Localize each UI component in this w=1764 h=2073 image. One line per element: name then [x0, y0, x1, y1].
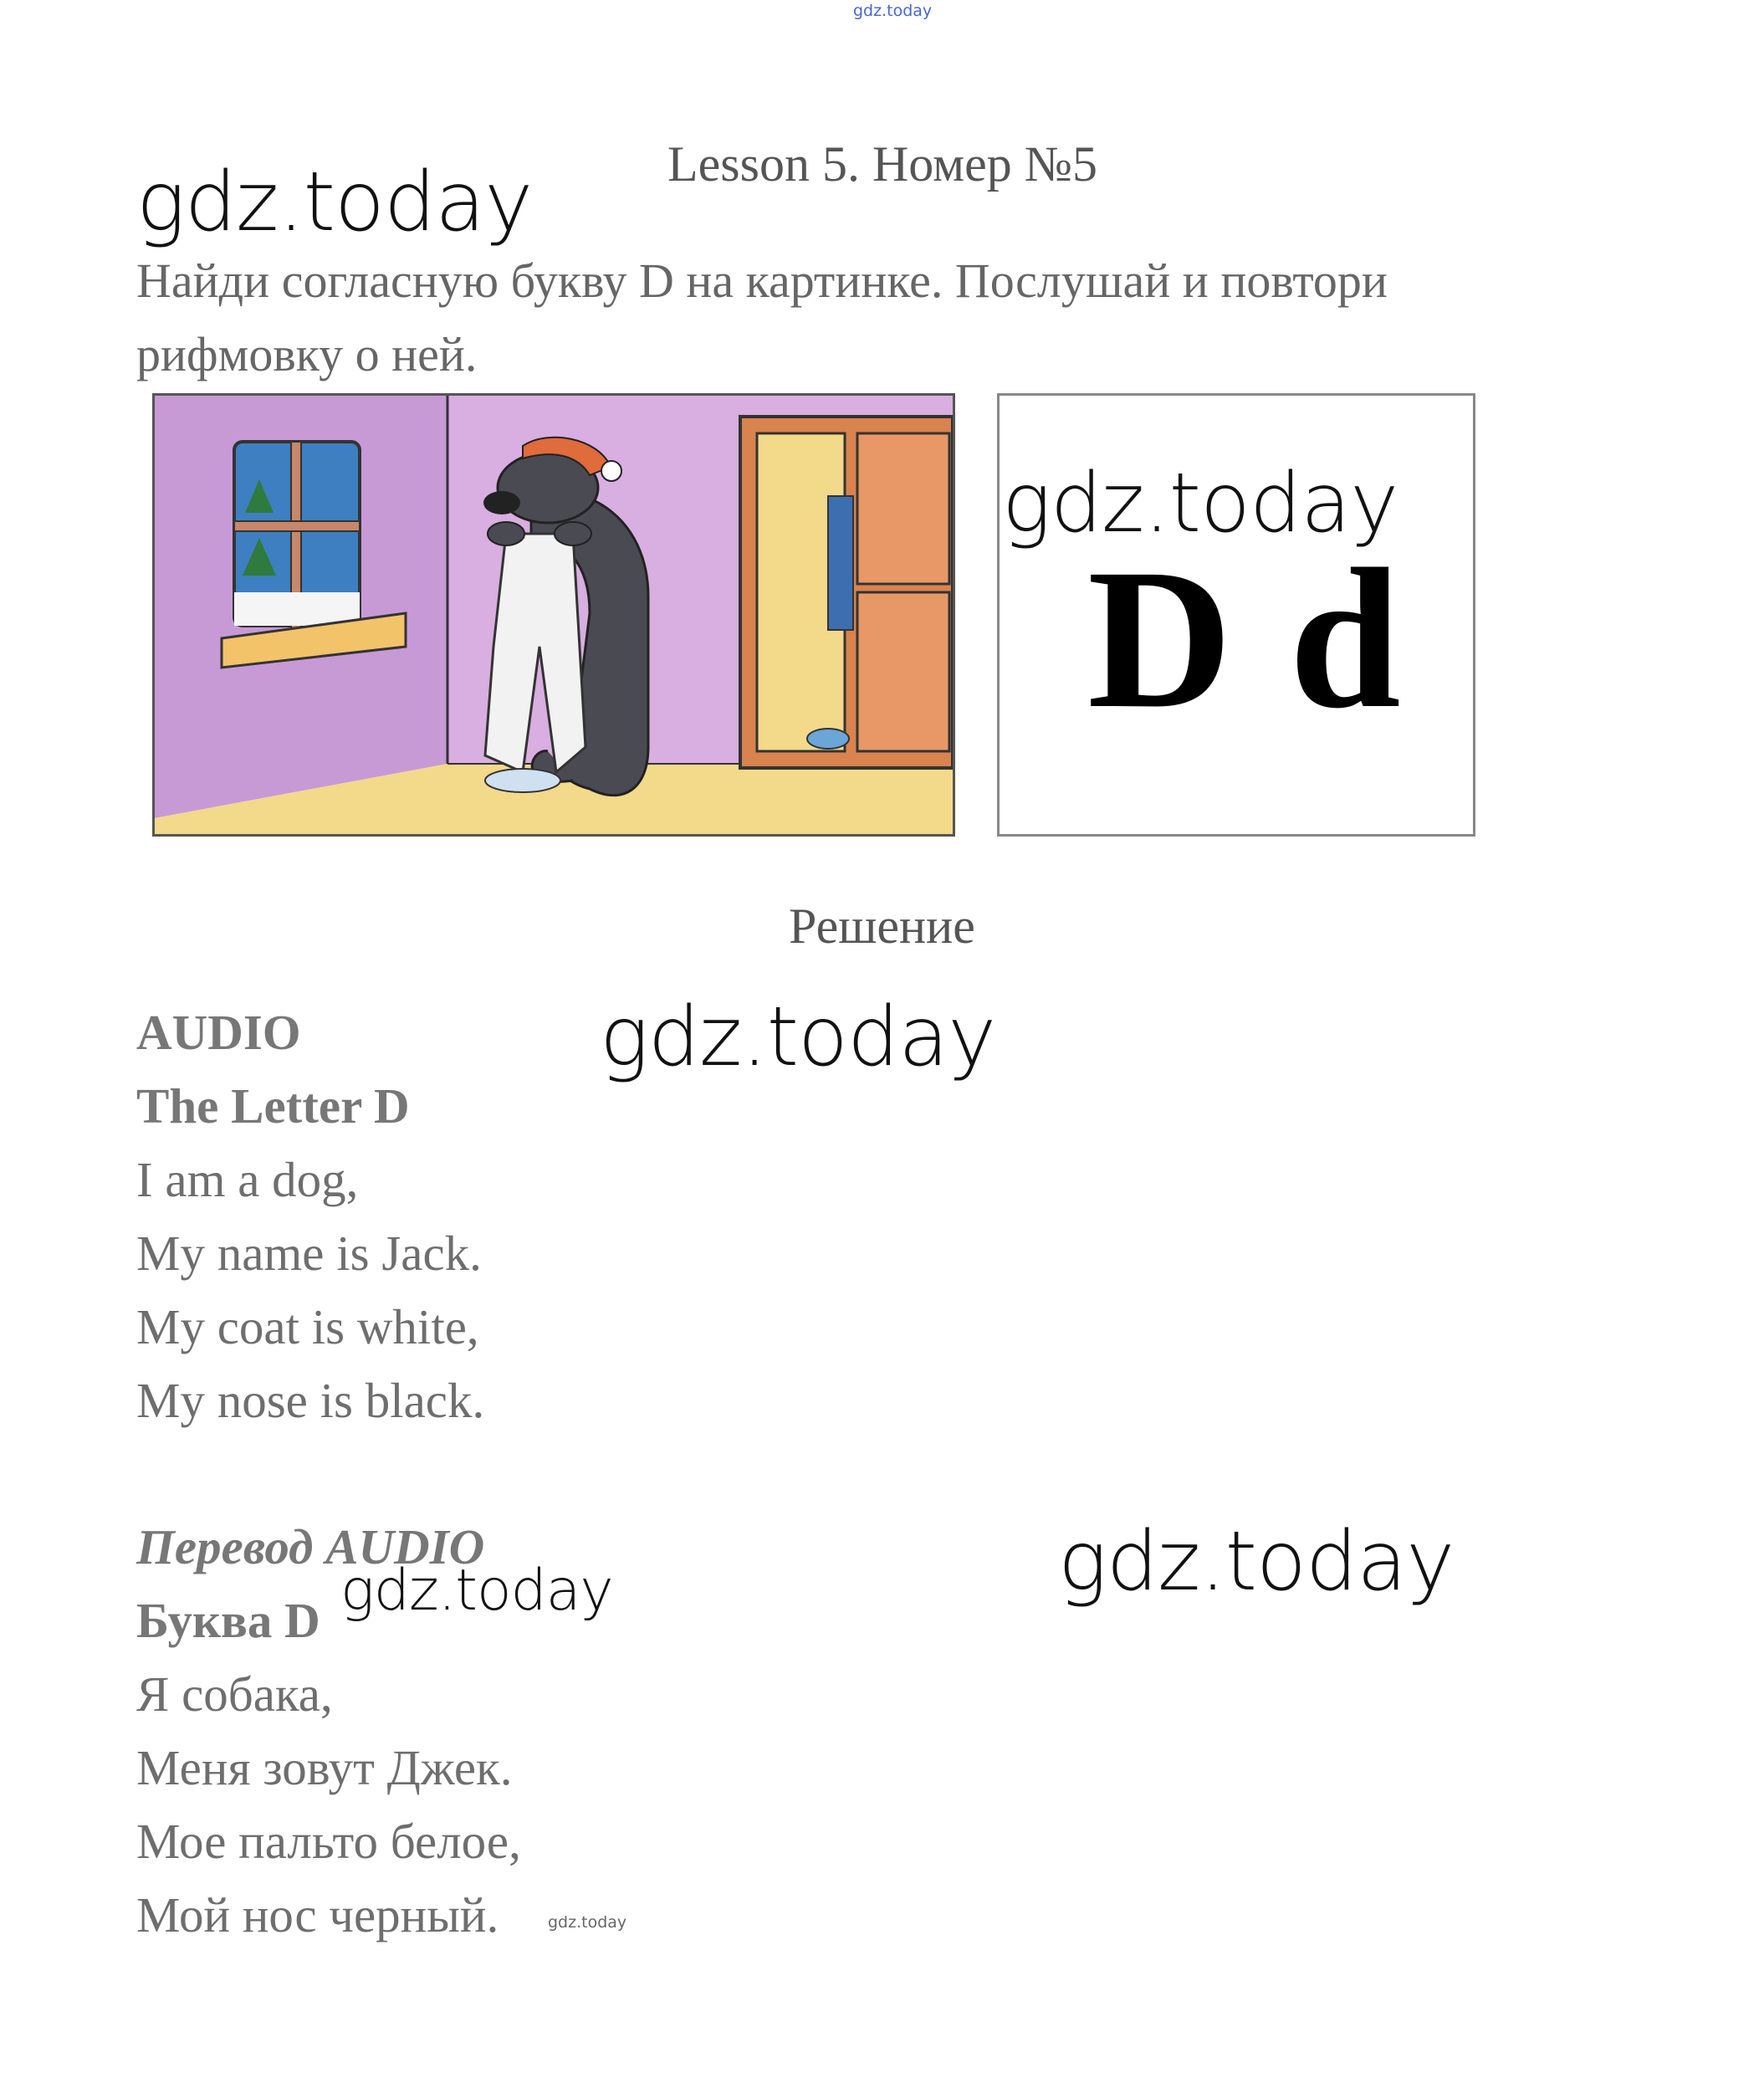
audio-title: The Letter D	[136, 1078, 410, 1134]
translation-title: Буква D	[136, 1593, 320, 1648]
audio-line: I am a dog,	[136, 1152, 359, 1207]
watermark: gdz.today	[1002, 456, 1398, 551]
site-link[interactable]: gdz.today	[853, 2, 933, 20]
translation-line: Мое пальто белое,	[136, 1814, 521, 1869]
translation-heading: Перевод AUDIO	[136, 1519, 485, 1574]
room-scene-graphic	[155, 396, 953, 834]
audio-line: My nose is black.	[136, 1373, 485, 1428]
watermark-small: gdz.today	[548, 1913, 627, 1932]
audio-heading: AUDIO	[136, 1005, 301, 1060]
solution-heading: Решение	[789, 898, 975, 954]
watermark: gdz.today	[136, 155, 533, 250]
page-title: Lesson 5. Номер №5	[667, 136, 1098, 192]
watermark: gdz.today	[600, 990, 996, 1085]
translation-line: Меня зовут Джек.	[136, 1740, 513, 1795]
letter-d-glyphs: D d	[1087, 527, 1404, 750]
watermark: gdz.today	[1058, 1514, 1455, 1610]
watermark: gdz.today	[340, 1558, 613, 1624]
translation-line: Мой нос черный.	[136, 1887, 499, 1942]
dog-illustration	[152, 393, 955, 837]
translation-line: Я собака,	[136, 1666, 333, 1722]
audio-line: My coat is white,	[136, 1299, 479, 1354]
task-text: Найди согласную букву D на картинке. Послушай и повтори рифмовку о ней.	[136, 253, 1388, 381]
audio-line: My name is Jack.	[136, 1226, 482, 1281]
